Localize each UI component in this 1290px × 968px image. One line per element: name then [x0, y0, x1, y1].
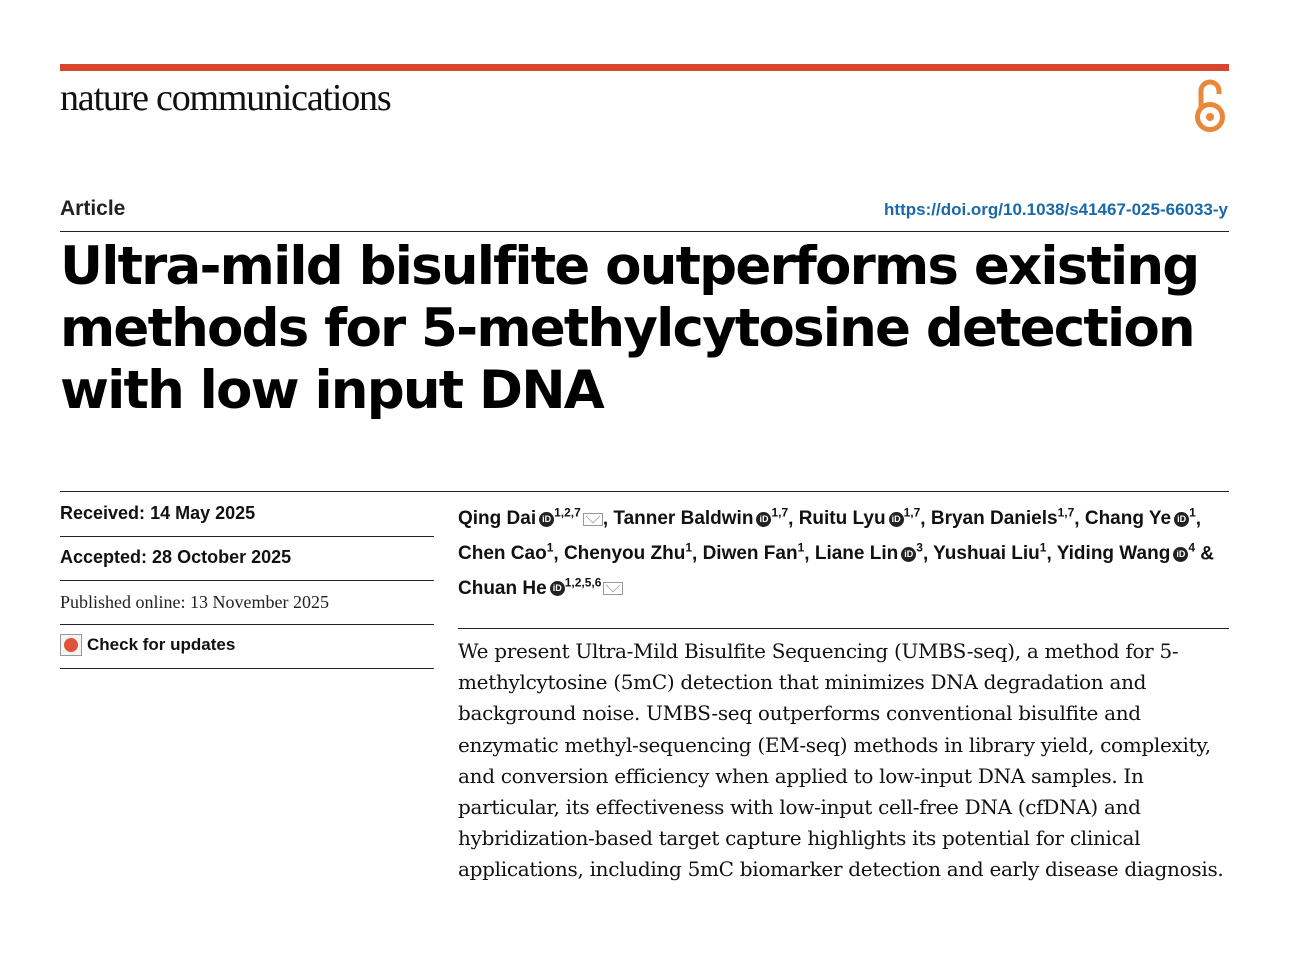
abstract-text: We present Ultra-Mild Bisulfite Sequencing (UMBS-seq), a method for 5-methylcytosine (5mC) detection that minimizes DNA degradation and background noise. UMBS-seq outperforms conventional bisulfite and enzymatic methyl-sequencing (EM-seq) methods in library yield, complexity, and conversion efficiency when applied to low-input DNA samples. In particular, its effectiveness with low-input cell-free DNA (cfDNA) and hybridization-based target capture highlights its potential for clinical applications, including 5mC biomarker detection and early disease diagnosis.	[458, 639, 1224, 882]
orcid-icon[interactable]: iD	[1174, 512, 1189, 527]
received-label: Received:	[60, 503, 146, 523]
title-divider	[60, 231, 1229, 232]
abstract-divider	[458, 628, 1229, 629]
author[interactable]: Bryan Daniels$^{1,7}$	[930, 506, 1075, 530]
check-for-updates-label: Check for updates	[87, 635, 236, 654]
meta-divider	[60, 536, 434, 537]
crossmark-icon	[60, 634, 82, 656]
open-access-icon	[1190, 78, 1230, 134]
author[interactable]: Liane Lin iD $^3$	[814, 540, 923, 565]
author[interactable]: Chenyou Zhu$^1$	[563, 540, 693, 565]
article-title: Ultra-mild bisulfite outperforms existing methods for 5-methylcytosine detection with low input DNA	[60, 236, 1199, 421]
envelope-icon[interactable]	[583, 513, 603, 526]
meta-divider	[60, 491, 1229, 492]
meta-divider	[60, 624, 434, 625]
orcid-icon[interactable]: iD	[756, 512, 771, 527]
orcid-icon[interactable]: iD	[1173, 547, 1188, 562]
author[interactable]: Yiding Wang iD $^4$	[1056, 540, 1196, 565]
header-accent-bar	[60, 64, 1229, 71]
accepted-date	[60, 547, 291, 568]
doi-link[interactable]: https://doi.org/10.1038/s41467-025-66033-y	[884, 200, 1228, 219]
orcid-icon[interactable]: iD	[901, 547, 916, 562]
author[interactable]: Diwen Fan$^1$	[702, 540, 805, 565]
journal-name[interactable]: nature communications	[60, 77, 391, 119]
author[interactable]: Yushuai Liu$^1$	[933, 540, 1047, 565]
author[interactable]: Ruitu Lyu iD $^{1,7}$	[798, 506, 921, 530]
author-list: Qing Dai iD $^{1,2,7}$ , Tanner Baldwin iD $^{1,7}$, Ruitu Lyu iD $^{1,7}$, Bryan Daniels$^{1,7}$, Chang Ye iD $^1$, Chen Cao$^1$, Chenyou Zhu$^1$, Diwen Fan$^1$, Liane Lin iD $^3$, Yushuai Liu$^1$, Yiding Wang iD $^4$ & Chuan He iD $^{1,2,5,6}$	[458, 506, 1215, 599]
author[interactable]: Qing Dai iD $^{1,2,7}$	[458, 508, 603, 529]
author[interactable]: Chang Ye iD $^1$	[1084, 506, 1196, 530]
received-date	[60, 503, 255, 524]
orcid-icon[interactable]: iD	[539, 512, 554, 527]
check-for-updates-button[interactable]	[60, 634, 235, 656]
accepted-value: 28 October 2025	[152, 547, 292, 567]
orcid-icon[interactable]: iD	[889, 512, 904, 527]
orcid-icon[interactable]: iD	[550, 581, 565, 596]
author[interactable]: Tanner Baldwin iD $^{1,7}$	[613, 506, 789, 530]
meta-divider	[60, 580, 434, 581]
meta-divider	[60, 668, 434, 669]
article-type-label: Article	[60, 197, 126, 220]
accepted-label: Accepted:	[60, 547, 148, 567]
author[interactable]: Chuan He iD $^{1,2,5,6}$	[458, 578, 623, 599]
received-value: 14 May 2025	[150, 503, 256, 523]
envelope-icon[interactable]	[603, 582, 623, 595]
author[interactable]: Chen Cao$^1$	[458, 540, 554, 565]
published-date: Published online: 13 November 2025	[60, 592, 329, 612]
